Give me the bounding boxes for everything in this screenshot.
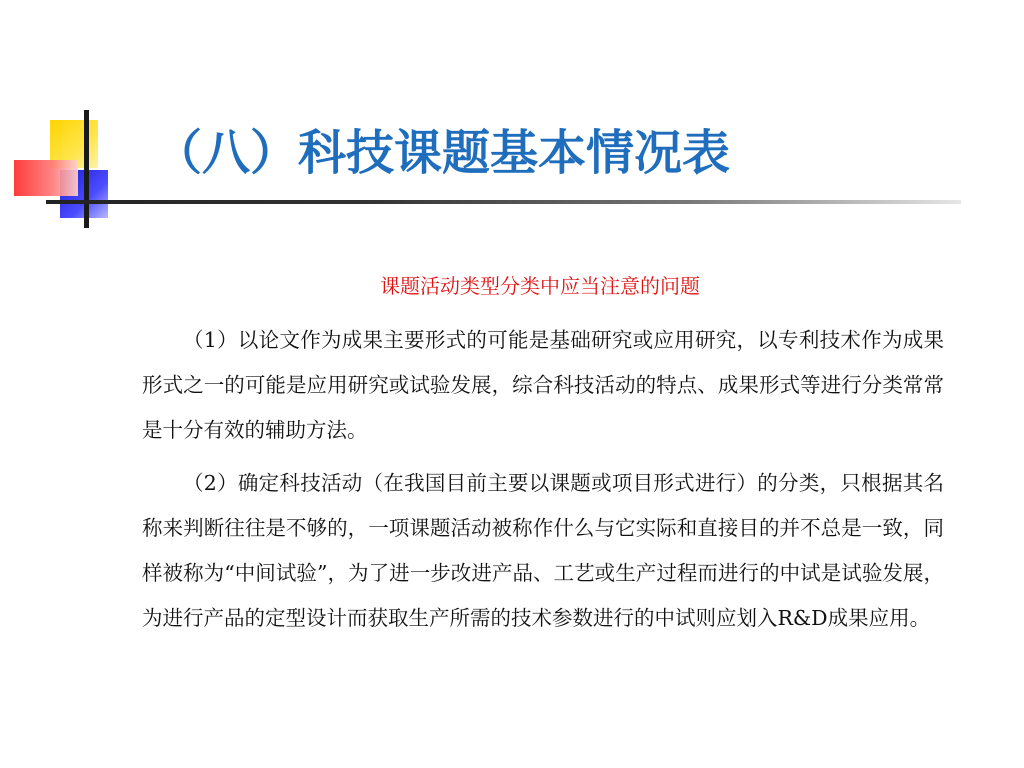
title-underline-divider — [46, 200, 961, 204]
body-content — [142, 318, 944, 649]
slide-title: （八）科技课题基本情况表 — [154, 125, 731, 181]
section-subtitle: 课题活动类型分类中应当注意的问题 — [380, 274, 700, 298]
decorative-logo-blocks — [0, 0, 160, 240]
paragraph-2: （2）确定科技活动（在我国目前主要以课题或项目形式进行）的分类，只根据其名称来判断往往是不够的，一项课题活动被称作什么与它实际和直接目的并不总是一致，同样被称为“中间试验”，为了进一步改进产品、工艺或生产过程而进行的中试是试验发展，为进行产品的定型设计而获取生产所需的技术参数进行的中试则应划入R&D成果应用。 — [142, 471, 944, 630]
red-bar-decoration — [14, 160, 78, 196]
paragraph-1: （1）以论文作为成果主要形式的可能是基础研究或应用研究，以专利技术作为成果形式之一的可能是应用研究或试验发展，综合科技活动的特点、成果形式等进行分类常常是十分有效的辅助方法。 — [142, 328, 944, 442]
vertical-line-decoration — [84, 110, 89, 228]
